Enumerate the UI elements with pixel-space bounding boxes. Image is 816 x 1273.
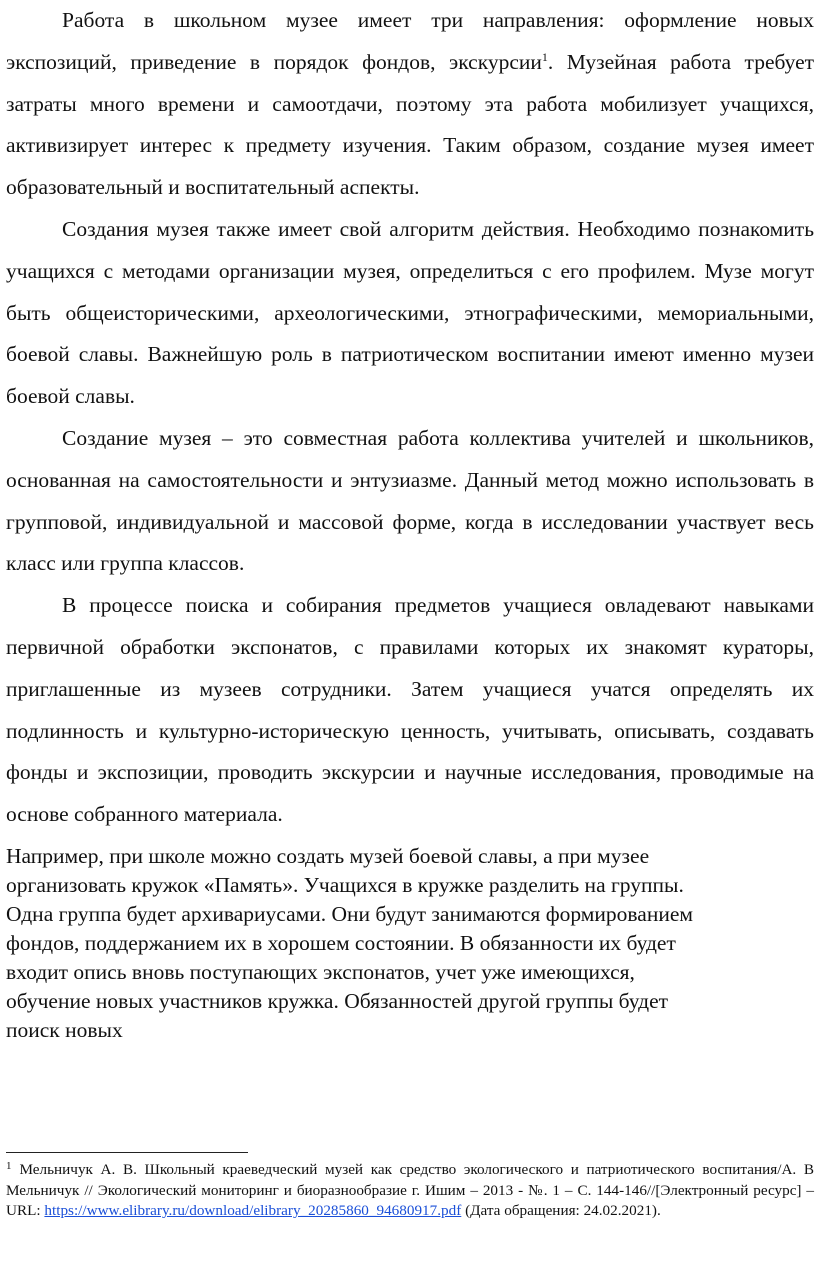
paragraph-5 <box>6 842 806 1045</box>
footnote-reference[interactable]: 1 <box>541 49 548 64</box>
paragraph-5-line: организовать кружок «Память». Учащихся в кружке разделить на группы. <box>6 873 684 897</box>
paragraph-5-line: Одна группа будет архивариусами. Они будут занимаются формированием <box>6 902 693 926</box>
body-text <box>6 0 814 836</box>
paragraph-1-text-a: Работа в школьном музее имеет три направления: оформление новых экспозиций, приведение в порядок фондов, экскурсии <box>6 8 814 74</box>
paragraph-4: В процессе поиска и собирания предметов учащиеся овладевают навыками первичной обработки экспонатов, с правилами которых их знакомят кураторы, приглашенные из музеев сотрудники. Затем учащиеся учатся определять их подлинность и культурно-историческую ценность, учитывать, описывать, создавать фонды и экспозиции, проводить экскурсии и научные исследования, проводимые на основе собранного материала. <box>6 593 814 827</box>
footnote-text: Мельничук А. В. Школьный краеведческий музей как средство экологического и патриотического воспитания/А. В Мельничук // Экологический мониторинг и биоразнообразие г. Ишим – 2013 - №. 1 – С. 144-146//[Электронный ресурс] – URL: <box>6 1161 814 1219</box>
footnote-access-date: (Дата обращения: 24.02.2021). <box>461 1202 661 1219</box>
footnote-separator <box>6 1152 248 1153</box>
paragraph-5-line: Например, при школе можно создать музей боевой славы, а при музее <box>6 844 650 868</box>
footnote-marker: 1 <box>6 1160 12 1172</box>
footnote-link[interactable]: https://www.elibrary.ru/download/elibrary_20285860_94680917.pdf <box>44 1202 462 1219</box>
paragraph-5-line: фондов, поддержанием их в хорошем состоянии. В обязанности их будет <box>6 931 676 955</box>
paragraph-1-text-b: . Музейная работа требует затраты много времени и самоотдачи, поэтому эта работа мобилизует учащихся, активизирует интерес к предмету изучения. Таким образом, создание музея имеет образовательный и воспитательный аспекты. <box>6 49 815 200</box>
paragraph-2: Создания музея также имеет свой алгоритм действия. Необходимо познакомить учащихся с методами организации музея, определиться с его профилем. Музе могут быть общеисторическими, археологическими, этнографическими, мемориальными, боевой славы. Важнейшую роль в патриотическом воспитании имеют именно музеи боевой славы. <box>6 216 814 409</box>
paragraph-5-line: поиск новых <box>6 1018 123 1042</box>
paragraph-5-line: входит опись вновь поступающих экспонатов, учет уже имеющихся, <box>6 960 635 984</box>
paragraph-3: Создание музея – это совместная работа коллектива учителей и школьников, основанная на самостоятельности и энтузиазме. Данный метод можно использовать в групповой, индивидуальной и массовой форме, когда в исследовании участвует весь класс или группа классов. <box>6 425 814 576</box>
footnote <box>6 1160 814 1222</box>
paragraph-5-line: обучение новых участников кружка. Обязанностей другой группы будет <box>6 989 669 1013</box>
paragraph-1 <box>6 0 814 209</box>
